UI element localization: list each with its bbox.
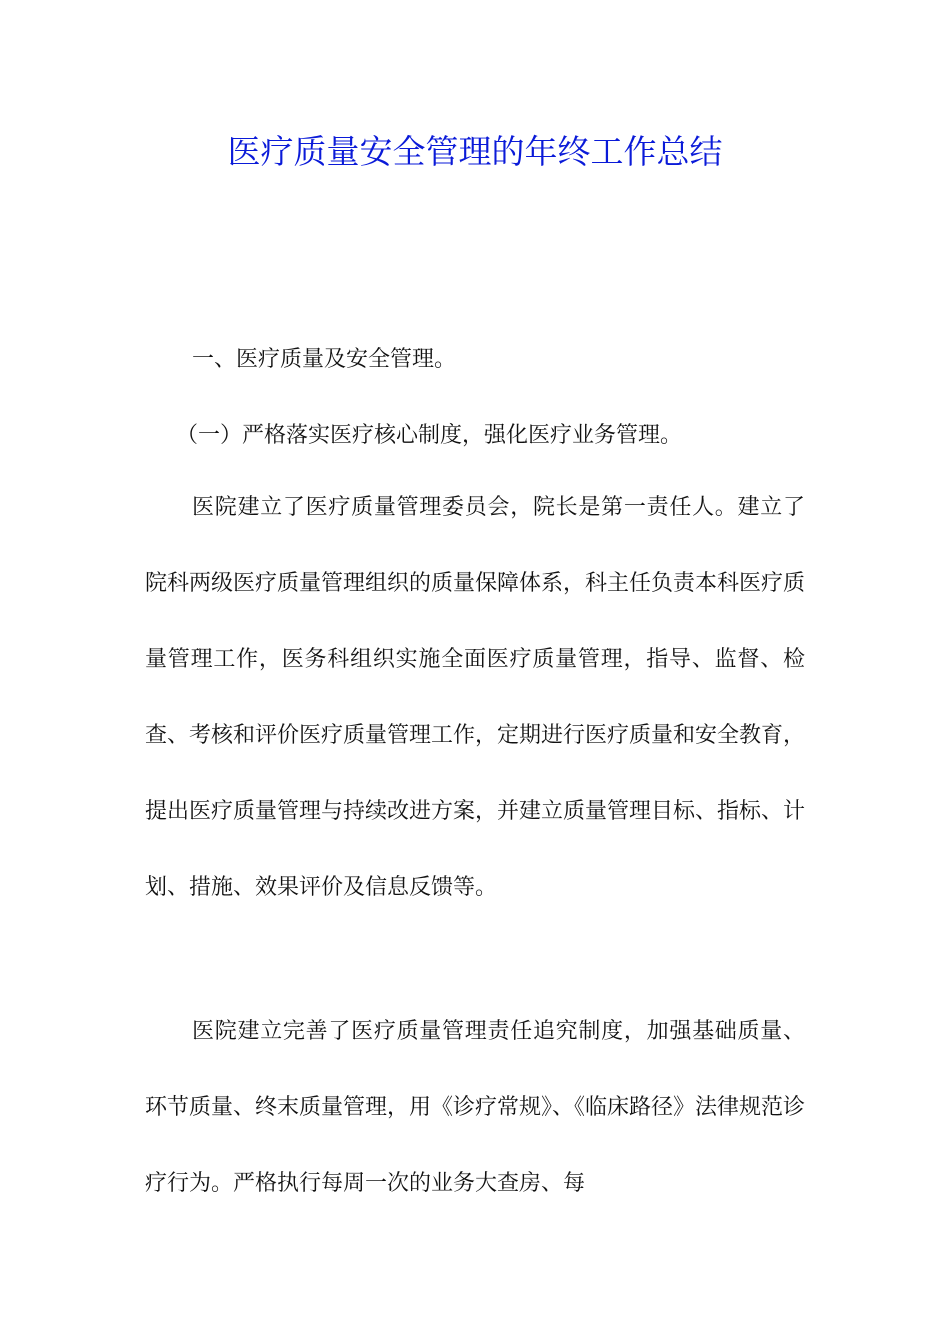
subsection-heading: （一）严格落实医疗核心制度，强化医疗业务管理。 <box>176 423 683 448</box>
document-title: 医疗质量安全管理的年终工作总结 <box>227 132 723 171</box>
paragraph: 医院建立完善了医疗质量管理责任追究制度，加强基础质量、环节质量、终末质量管理，用《诊疗常规》、《临床路径》法律规范诊疗行为。严格执行每周一次的业务大查房、每 <box>145 1019 806 1196</box>
section-heading: 一、医疗质量及安全管理。 <box>192 347 457 372</box>
paragraph: 医院建立了医疗质量管理委员会，院长是第一责任人。建立了院科两级医疗质量管理组织的质量保障体系，科主任负责本科医疗质量管理工作，医务科组织实施全面医疗质量管理，指导、监督、检查、考核和评价医疗质量管理工作，定期进行医疗质量和安全教育，提出医疗质量管理与持续改进方案，并建立质量管理目标、指标、计划、措施、效果评价及信息反馈等。 <box>145 495 806 900</box>
